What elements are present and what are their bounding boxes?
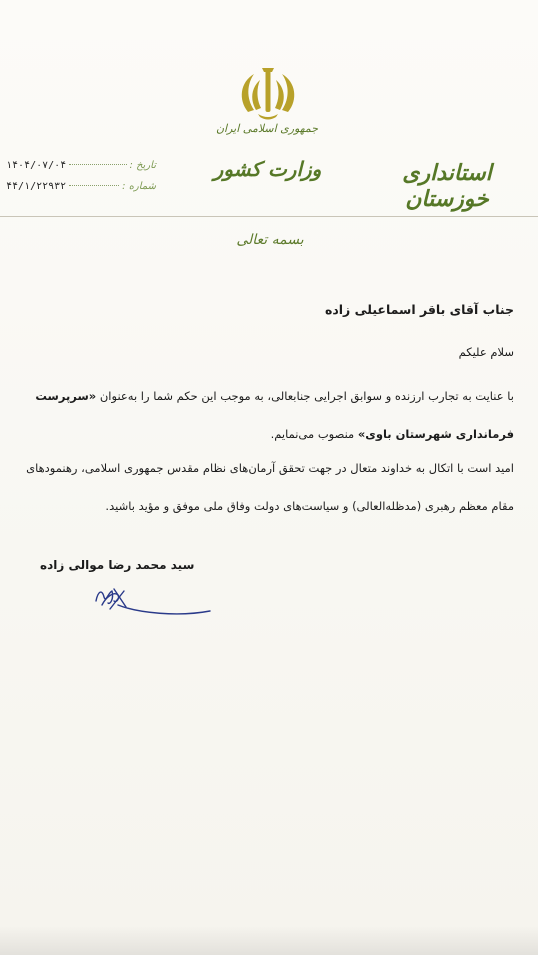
salutation: سلام علیکم: [458, 345, 514, 359]
handwritten-signature: [88, 583, 218, 623]
page-edge-shadow: [0, 925, 538, 955]
number-row: [6, 181, 156, 197]
number-label: شماره :: [122, 181, 156, 192]
wishes-paragraph: امید است با اتکال به خداوند متعال در جهت تحقق آرمان‌های نظام مقدس جمهوری اسلامی، رهنمودهای مقام معظم رهبری (مدظله‌العالی) و سیاست‌های دولت وفاق ملی موفق و مؤید باشید.: [26, 461, 514, 513]
date-value: ۱۴۰۴/۰۷/۰۴: [6, 160, 67, 171]
province-office-name: استانداری خوزستان: [402, 160, 492, 212]
appointment-title: «سرپرست فرمانداری شهرستان باوی»: [35, 389, 514, 441]
date-row: [6, 160, 156, 176]
appointment-text-1: با عنایت به تجارب ارزنده و سوابق اجرایی جنابعالی، به موجب این حکم شما را به‌عنوان: [96, 389, 514, 403]
date-label: تاریخ :: [129, 160, 156, 171]
country-name: جمهوری اسلامی ایران: [215, 122, 319, 135]
appointment-paragraph: [14, 377, 514, 453]
number-value: ۴۴/۱/۲۲۹۳۲: [6, 181, 67, 192]
ministry-name: وزارت کشور: [213, 157, 322, 181]
iran-emblem-icon: [236, 66, 300, 122]
recipient: جناب آقای باقر اسماعیلی زاده: [324, 302, 514, 317]
number-dots: [69, 185, 119, 186]
signer-name: سید محمد رضا موالی زاده: [40, 558, 195, 572]
invocation: بسمه تعالی: [236, 232, 304, 248]
header-divider: [0, 216, 538, 217]
appointment-text-2: منصوب می‌نمایم.: [270, 427, 358, 441]
date-dots: [69, 164, 126, 165]
